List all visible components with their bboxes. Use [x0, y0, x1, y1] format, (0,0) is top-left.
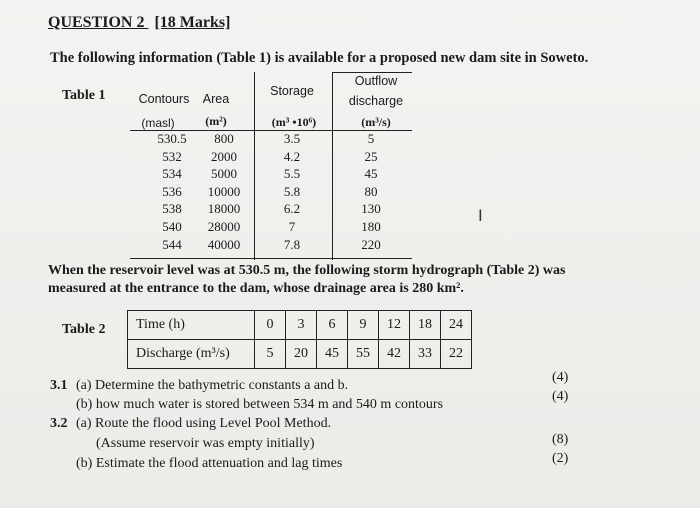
question-3-1-b: (b) how much water is stored between 534 m and 540 m contours — [76, 397, 444, 412]
paragraph-line: When the reservoir level was at 530.5 m, the following storm hydrograph (Table 2) was — [48, 263, 566, 278]
table1-cell-outflow: 80 — [364, 183, 378, 199]
question-3-1-a: (a) Determine the bathymetric constants a and b. — [76, 378, 349, 393]
table1-divider — [254, 116, 255, 260]
question-3-2-a-note: (Assume reservoir was empty initially) — [96, 436, 315, 451]
table2-cell-time: 18 — [410, 311, 441, 340]
table2 — [127, 310, 472, 369]
table2-cell-time: 9 — [348, 311, 379, 340]
table1-cell-area: 18000 — [207, 201, 241, 217]
table1-cell-contour: 530.5 — [157, 131, 187, 146]
question-3-2-a: (a) Route the flood using Level Pool Method. — [76, 416, 332, 431]
table1-header-discharge: discharge — [348, 94, 404, 108]
question-number: QUESTION 2 — [48, 14, 145, 31]
table2-time-label: Time (h) — [128, 311, 255, 340]
table2-cell-time: 24 — [441, 311, 472, 340]
table2-cell-discharge: 20 — [286, 340, 317, 369]
table1-header-area: Area — [202, 92, 230, 106]
table1-cell-storage: 5.8 — [283, 183, 301, 199]
storm-paragraph — [48, 262, 668, 298]
table1-divider — [254, 72, 255, 116]
table1-divider — [332, 72, 333, 260]
table1-cell-outflow: 220 — [361, 236, 381, 252]
table1-cell-contour: 532 — [162, 148, 182, 164]
table1-cell-contour: 538 — [162, 201, 182, 217]
table2-label: Table 2 — [62, 322, 106, 337]
table2-cell-time: 0 — [255, 311, 286, 340]
table1-cell-area: 28000 — [207, 218, 241, 234]
marks-3-2-a: (8) — [552, 432, 569, 447]
table1-cell-outflow: 180 — [361, 218, 381, 234]
table1 — [130, 72, 412, 260]
table1-cell-outflow: 130 — [361, 201, 381, 217]
table1-header-outflow: Outflow — [354, 74, 398, 88]
table2-cell-time: 3 — [286, 311, 317, 340]
table1-unit-area: (m²) — [205, 114, 227, 128]
table1-column-area — [198, 130, 250, 253]
table1-divider — [130, 258, 412, 259]
table2-cell-discharge: 42 — [379, 340, 410, 369]
marks-3-1-b: (4) — [552, 389, 569, 404]
table1-cell-storage: 7 — [288, 218, 296, 234]
table1-header-storage: Storage — [270, 84, 314, 98]
table1-cell-contour: 544 — [162, 236, 182, 252]
table1-cell-outflow: 25 — [364, 148, 378, 164]
table2-cell-discharge: 33 — [410, 340, 441, 369]
table1-unit-contours: (masl) — [141, 116, 175, 130]
table1-cell-contour: 540 — [162, 218, 182, 234]
table1-label: Table 1 — [62, 88, 106, 103]
table2-cell-discharge: 5 — [255, 340, 286, 369]
table1-cell-area: 5000 — [211, 166, 237, 182]
table1-cell-outflow: 5 — [367, 131, 375, 146]
table1-divider — [332, 72, 412, 73]
table1-cell-area: 2000 — [211, 148, 237, 164]
table1-cell-storage: 4.2 — [283, 148, 301, 164]
table1-cell-area: 800 — [214, 131, 234, 146]
question-3-2-b: (b) Estimate the flood attenuation and lag times — [76, 456, 343, 471]
marks-3-1-a: (4) — [552, 370, 569, 385]
table1-column-storage — [270, 130, 314, 253]
table1-unit-storage: (m³ •10⁶) — [271, 115, 317, 129]
table1-cell-storage: 5.5 — [283, 166, 301, 182]
table1-cell-contour: 536 — [162, 183, 182, 199]
question-marks: [18 Marks] — [154, 14, 231, 31]
table2-cell-time: 6 — [317, 311, 348, 340]
marks-3-2-b: (2) — [552, 451, 569, 466]
table2-cell-discharge: 55 — [348, 340, 379, 369]
table1-column-outflow — [346, 130, 396, 253]
table1-header-contours: Contours — [138, 92, 190, 106]
table1-cell-area: 10000 — [207, 183, 241, 199]
table2-discharge-label: Discharge (m³/s) — [128, 340, 255, 369]
table2-row-discharge — [128, 340, 472, 369]
question-heading — [48, 14, 230, 32]
table1-column-contours — [144, 130, 200, 253]
paragraph-line: measured at the entrance to the dam, whose drainage area is 280 km². — [48, 281, 464, 296]
question-3-1-number: 3.1 — [50, 378, 68, 393]
table1-cell-contour: 534 — [162, 166, 182, 182]
table2-row-time — [128, 311, 472, 340]
question-3-2-number: 3.2 — [50, 416, 68, 431]
text-cursor-icon: I — [478, 206, 483, 225]
table1-cell-outflow: 45 — [364, 166, 378, 182]
table1-cell-storage: 6.2 — [283, 201, 301, 217]
table1-unit-outflow: (m³/s) — [361, 115, 391, 129]
table2-cell-time: 12 — [379, 311, 410, 340]
table2-cell-discharge: 45 — [317, 340, 348, 369]
table1-cell-storage: 7.8 — [283, 236, 301, 252]
table1-cell-area: 40000 — [207, 236, 241, 252]
table2-cell-discharge: 22 — [441, 340, 472, 369]
table1-cell-storage: 3.5 — [283, 131, 301, 146]
intro-text: The following information (Table 1) is available for a proposed new dam site in Soweto. — [50, 50, 589, 66]
